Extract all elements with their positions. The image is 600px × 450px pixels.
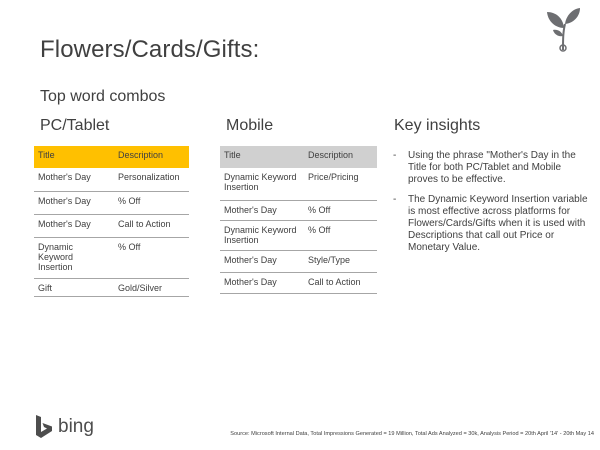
description-cell: % Off xyxy=(304,220,377,250)
description-cell: Gold/Silver xyxy=(114,278,189,296)
title-cell: Mother's Day xyxy=(220,272,304,293)
title-cell: Mother's Day xyxy=(34,214,114,237)
mobile-table xyxy=(220,146,377,294)
insight-item xyxy=(393,150,593,186)
pc-tablet-table xyxy=(34,146,189,297)
bing-logo xyxy=(34,414,104,440)
table-row xyxy=(34,278,189,296)
table-row xyxy=(34,191,189,214)
sprout-icon xyxy=(544,6,582,52)
table-row xyxy=(220,250,377,272)
table-row xyxy=(34,168,189,191)
header-cell-description: Description xyxy=(114,146,189,168)
mobile-heading: Mobile xyxy=(226,117,274,134)
title-cell: Dynamic Keyword Insertion xyxy=(220,220,304,250)
bing-logo-icon xyxy=(34,414,54,440)
insight-text: The Dynamic Keyword Insertion variable is most effective across platforms for Flowers/Cards/Gifts when it is used with Descriptions that call out Price or Monetary Value. xyxy=(408,194,588,253)
title-cell: Dynamic Keyword Insertion xyxy=(34,237,114,278)
table-row xyxy=(220,168,377,200)
title-cell: Gift xyxy=(34,278,114,296)
bullet-dash: - xyxy=(393,194,397,205)
table-row xyxy=(220,272,377,293)
source-note: Source: Microsoft Internal Data, Total Impressions Generated = 19 Million, Total Ads Analyzed = 30k, Analysis Period = 20th April '14' - 20th May 14 xyxy=(230,431,594,437)
insights-list xyxy=(393,150,593,262)
description-cell: % Off xyxy=(304,200,377,220)
table-row xyxy=(220,220,377,250)
table-row xyxy=(220,200,377,220)
title-cell: Mother's Day xyxy=(220,250,304,272)
title-cell: Mother's Day xyxy=(220,200,304,220)
insights-heading: Key insights xyxy=(394,117,481,134)
table-row xyxy=(34,237,189,278)
title-cell: Mother's Day xyxy=(34,168,114,191)
description-cell: % Off xyxy=(114,237,189,278)
description-cell: % Off xyxy=(114,191,189,214)
slide-title: Flowers/Cards/Gifts: xyxy=(40,36,260,63)
description-cell: Style/Type xyxy=(304,250,377,272)
description-cell: Price/Pricing xyxy=(304,168,377,200)
description-cell: Call to Action xyxy=(114,214,189,237)
table-header-row xyxy=(220,146,377,168)
bullet-dash: - xyxy=(393,150,397,161)
insight-item xyxy=(393,194,593,254)
header-cell-title: Title xyxy=(220,146,304,168)
slide-subtitle: Top word combos xyxy=(40,88,166,105)
table-row xyxy=(34,214,189,237)
header-cell-title: Title xyxy=(34,146,114,168)
title-cell: Dynamic Keyword Insertion xyxy=(220,168,304,200)
description-cell: Personalization xyxy=(114,168,189,191)
title-cell: Mother's Day xyxy=(34,191,114,214)
description-cell: Call to Action xyxy=(304,272,377,293)
insight-text: Using the phrase "Mother's Day in the Title for both PC/Tablet and Mobile proves to be effective. xyxy=(408,150,576,185)
pc-tablet-heading: PC/Tablet xyxy=(40,117,110,134)
bing-wordmark: bing xyxy=(58,416,94,437)
header-cell-description: Description xyxy=(304,146,377,168)
table-header-row xyxy=(34,146,189,168)
